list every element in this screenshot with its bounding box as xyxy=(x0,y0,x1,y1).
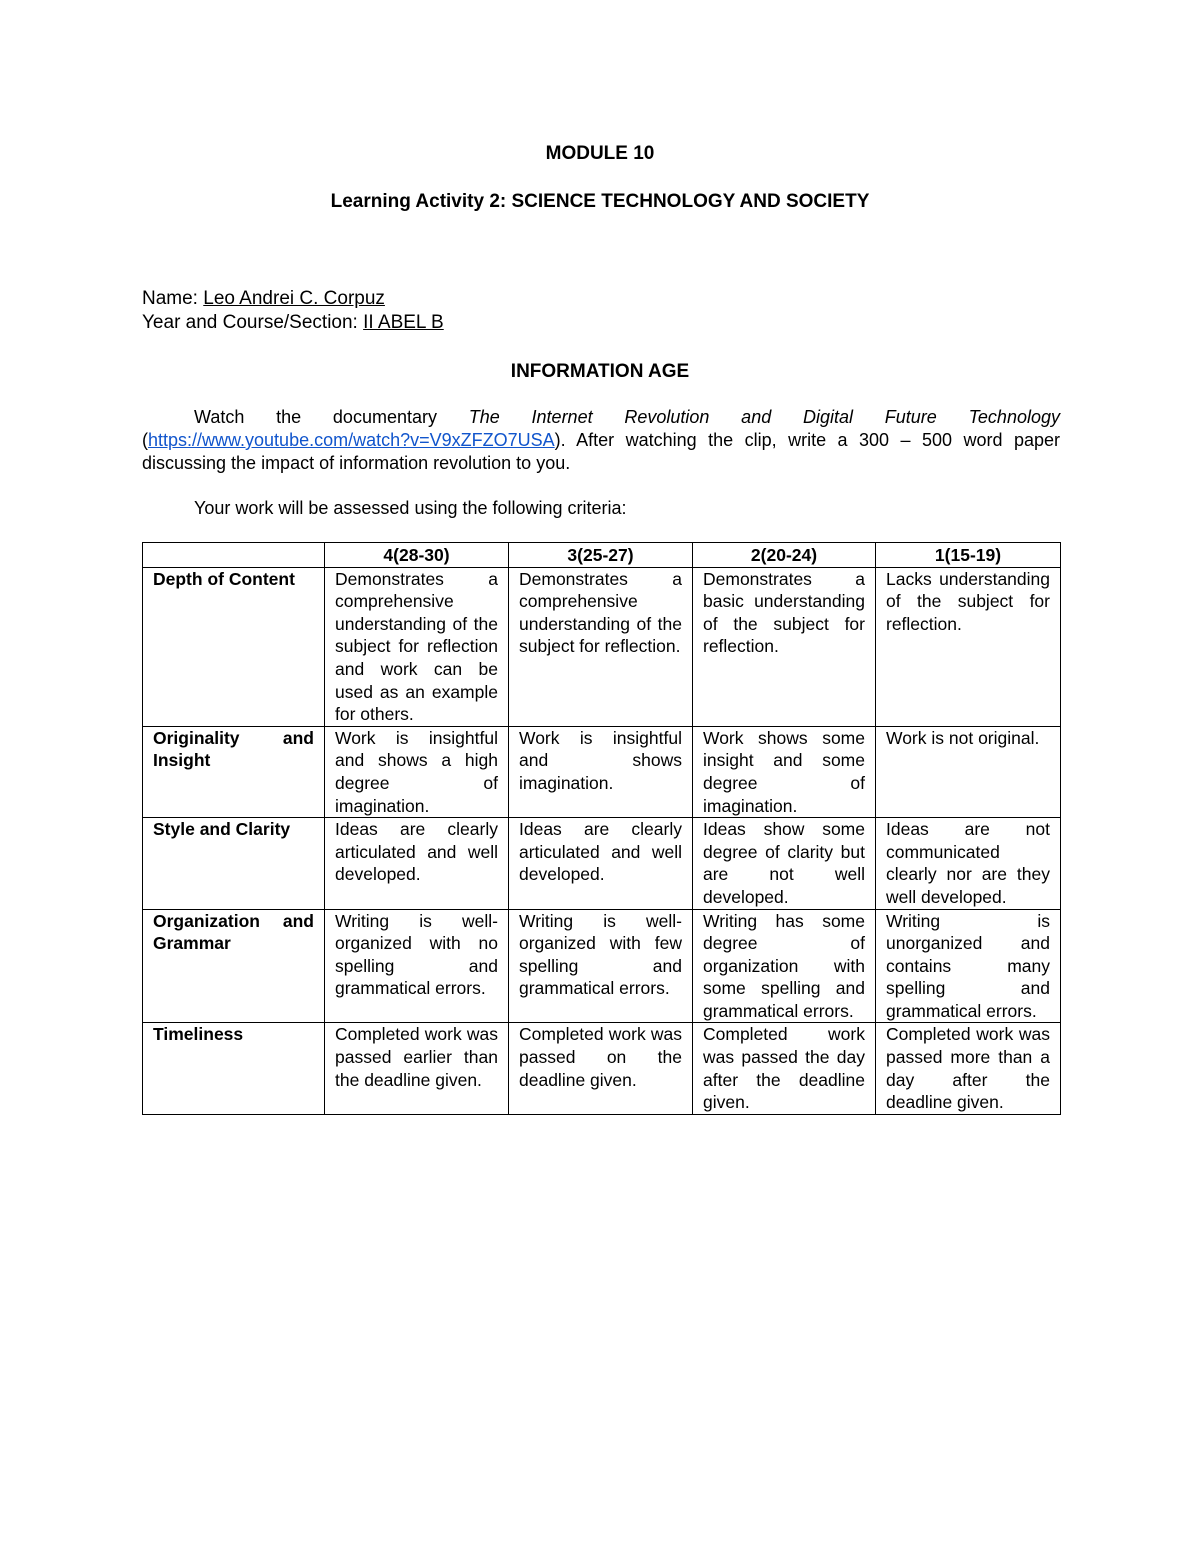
rubric-cell: Work is not original. xyxy=(876,726,1061,817)
instructions-lead: Watch the documentary xyxy=(194,407,469,427)
instructions-tail: ). After watching the clip, write a 300 – 500 word paper discussing the impact of information revolution to you. xyxy=(142,430,1060,473)
course-label: Year and Course/Section: xyxy=(142,312,364,333)
criteria-intro: Your work will be assessed using the following criteria: xyxy=(194,498,627,518)
name-field xyxy=(142,287,385,311)
activity-title: Learning Activity 2: SCIENCE TECHNOLOGY AND SOCIETY xyxy=(330,191,870,212)
rubric-header-score-3: 3(25-27) xyxy=(509,543,693,568)
name-label: Name: xyxy=(142,288,204,309)
rubric-header-score-1: 1(15-19) xyxy=(876,543,1061,568)
rubric-cell: Ideas are clearly articulated and well developed. xyxy=(325,818,509,909)
rubric-cell: Ideas are clearly articulated and well developed. xyxy=(509,818,693,909)
rubric-cell: Work is insightful and shows a high degree of imagination. xyxy=(325,726,509,817)
section-title: INFORMATION AGE xyxy=(510,361,690,382)
rubric-cell: Work is insightful and shows imagination. xyxy=(509,726,693,817)
table-row xyxy=(143,1023,1061,1114)
youtube-link[interactable]: https://www.youtube.com/watch?v=V9xZFZO7USA xyxy=(148,430,555,450)
table-row xyxy=(143,818,1061,909)
documentary-title: The Internet Revolution and Digital Future Technology xyxy=(468,407,1060,427)
rubric-cell: Writing is well-organized with no spelling and grammatical errors. xyxy=(325,909,509,1023)
rubric-table xyxy=(142,542,1061,1115)
table-row xyxy=(143,909,1061,1023)
rubric-cell: Demonstrates a comprehensive understanding of the subject for reflection and work can be used as an example for others. xyxy=(325,567,509,726)
table-row xyxy=(143,567,1061,726)
module-title: MODULE 10 xyxy=(545,143,655,164)
criterion-label: Depth of Content xyxy=(143,567,325,726)
criterion-label: Style and Clarity xyxy=(143,818,325,909)
rubric-header-row xyxy=(143,543,1061,568)
criterion-label: Timeliness xyxy=(143,1023,325,1114)
table-row xyxy=(143,726,1061,817)
name-value: Leo Andrei C. Corpuz xyxy=(203,288,385,309)
rubric-header-blank xyxy=(143,543,325,568)
rubric-cell: Ideas are not communicated clearly nor are they well developed. xyxy=(876,818,1061,909)
rubric-cell: Completed work was passed the day after the deadline given. xyxy=(693,1023,876,1114)
rubric-cell: Completed work was passed more than a day after the deadline given. xyxy=(876,1023,1061,1114)
rubric-cell: Demonstrates a basic understanding of the subject for reflection. xyxy=(693,567,876,726)
rubric-cell: Ideas show some degree of clarity but are not well developed. xyxy=(693,818,876,909)
rubric-cell: Writing has some degree of organization with some spelling and grammatical errors. xyxy=(693,909,876,1023)
rubric-cell: Writing is unorganized and contains many spelling and grammatical errors. xyxy=(876,909,1061,1023)
rubric-header-score-4: 4(28-30) xyxy=(325,543,509,568)
rubric-cell: Demonstrates a comprehensive understanding of the subject for reflection. xyxy=(509,567,693,726)
rubric-cell: Lacks understanding of the subject for reflection. xyxy=(876,567,1061,726)
rubric-cell: Completed work was passed earlier than the deadline given. xyxy=(325,1023,509,1114)
rubric-cell: Work shows some insight and some degree of imagination. xyxy=(693,726,876,817)
course-field xyxy=(142,311,444,335)
course-value: II ABEL B xyxy=(363,312,444,333)
instructions-paragraph xyxy=(142,406,1060,475)
rubric-cell: Completed work was passed on the deadline given. xyxy=(509,1023,693,1114)
open-paren: ( xyxy=(142,430,148,450)
criterion-label: Originality and Insight xyxy=(143,726,325,817)
rubric-header-score-2: 2(20-24) xyxy=(693,543,876,568)
rubric-cell: Writing is well-organized with few spelling and grammatical errors. xyxy=(509,909,693,1023)
criterion-label: Organization and Grammar xyxy=(143,909,325,1023)
